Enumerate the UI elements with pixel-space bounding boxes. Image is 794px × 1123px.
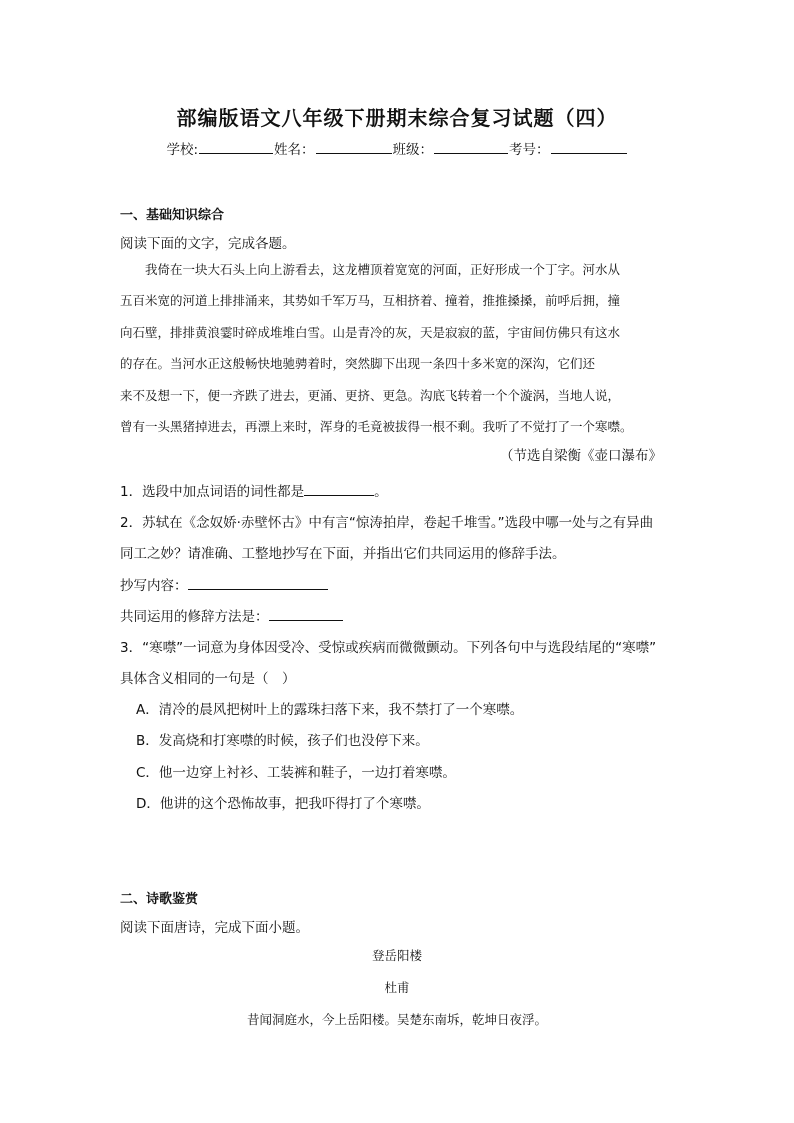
question-3-line-1: 3．“寒噤”一词意为身体因受冷、受惊或疾病而微微颤动。下列各句中与选段结尾的“寒噤” [120, 640, 657, 656]
option-d[interactable]: D．他讲的这个恐怖故事，把我吓得打了个寒噤。 [136, 796, 430, 812]
question-1 [120, 480, 388, 500]
option-b[interactable]: B．发高烧和打寒噤的时候，孩子们也没停下来。 [136, 733, 429, 749]
option-a[interactable]: A．清冷的晨风把树叶上的露珠扫落下来，我不禁打了一个寒噤。 [136, 702, 524, 718]
class-blank[interactable] [434, 139, 508, 154]
passage-line: 我倚在一块大石头上向上游看去，这龙槽顶着宽宽的河面，正好形成一个丁字。河水从 [120, 262, 621, 277]
option-c[interactable]: C．他一边穿上衬衫、工装裤和鞋子，一边打着寒噤。 [136, 765, 456, 781]
section1-heading: 一、基础知识综合 [120, 208, 225, 223]
poem-author: 杜甫 [384, 980, 410, 995]
name-label: 姓名： [274, 142, 315, 158]
poem-line: 昔闻洞庭水，今上岳阳楼。吴楚东南坼，乾坤日夜浮。 [246, 1012, 547, 1027]
passage-line: 五百米宽的河道上排排涌来，其势如千军万马，互相挤着、撞着，推推搡搡，前呼后拥，撞 [120, 293, 621, 309]
section1-instruction: 阅读下面的文字，完成各题。 [120, 236, 296, 252]
passage-line: 的存在。当河水正这般畅快地驰骋着时，突然脚下出现一条四十多米宽的深沟，它们还 [120, 356, 596, 372]
passage-line: 曾有一头黑猪掉进去，再漂上来时，浑身的毛竟被拔得一根不剩。我听了不觉打了一个寒噤。 [120, 418, 633, 434]
school-label: 学校: [166, 142, 199, 158]
question-2-line-2: 同工之妙？请准确、工整地抄写在下面，并指出它们共同运用的修辞手法。 [120, 546, 566, 562]
poem-title: 登岳阳楼 [371, 948, 422, 963]
class-label: 班级： [392, 142, 434, 158]
rhetoric-row [120, 605, 343, 625]
name-blank[interactable] [316, 139, 392, 154]
question-1-end: 。 [374, 484, 388, 500]
question-3-line-2: 具体含义相同的一句是（ ） [120, 671, 296, 687]
exam-no-label: 考号： [509, 142, 550, 158]
rhetoric-blank[interactable] [269, 606, 343, 621]
section2-heading: 二、诗歌鉴赏 [120, 892, 199, 907]
page-title: 部编版语文八年级下册期末综合复习试题（四） [176, 106, 618, 130]
copy-content-row [120, 574, 328, 594]
passage-source: （节选自梁衡《壶口瀑布》 [500, 448, 662, 464]
exam-no-blank[interactable] [551, 139, 627, 154]
passage-line: 来不及想一下，便一齐跌了进去，更涌、更挤、更急。沟底飞转着一个个漩涡，当地人说， [120, 387, 621, 403]
copy-content-blank[interactable] [188, 575, 328, 590]
reading-passage [120, 254, 680, 442]
question-1-blank[interactable] [304, 481, 374, 496]
question-1-text: 1．选段中加点词语的词性都是 [120, 484, 305, 500]
question-2-line-1: 2．苏轼在《念奴娇·赤壁怀古》中有言“惊涛拍岸，卷起千堆雪。”选段中哪一处与之有异曲 [120, 515, 654, 531]
passage-line: 向石壁，排排黄浪霎时碎成堆堆白雪。山是青冷的灰，天是寂寂的蓝，宇宙间仿佛只有这水 [120, 324, 621, 340]
copy-content-label: 抄写内容： [120, 578, 188, 594]
rhetoric-label: 共同运用的修辞方法是： [120, 609, 269, 625]
school-blank[interactable] [199, 139, 273, 154]
section2-instruction: 阅读下面唐诗，完成下面小题。 [120, 920, 309, 936]
student-info-row [0, 138, 794, 158]
